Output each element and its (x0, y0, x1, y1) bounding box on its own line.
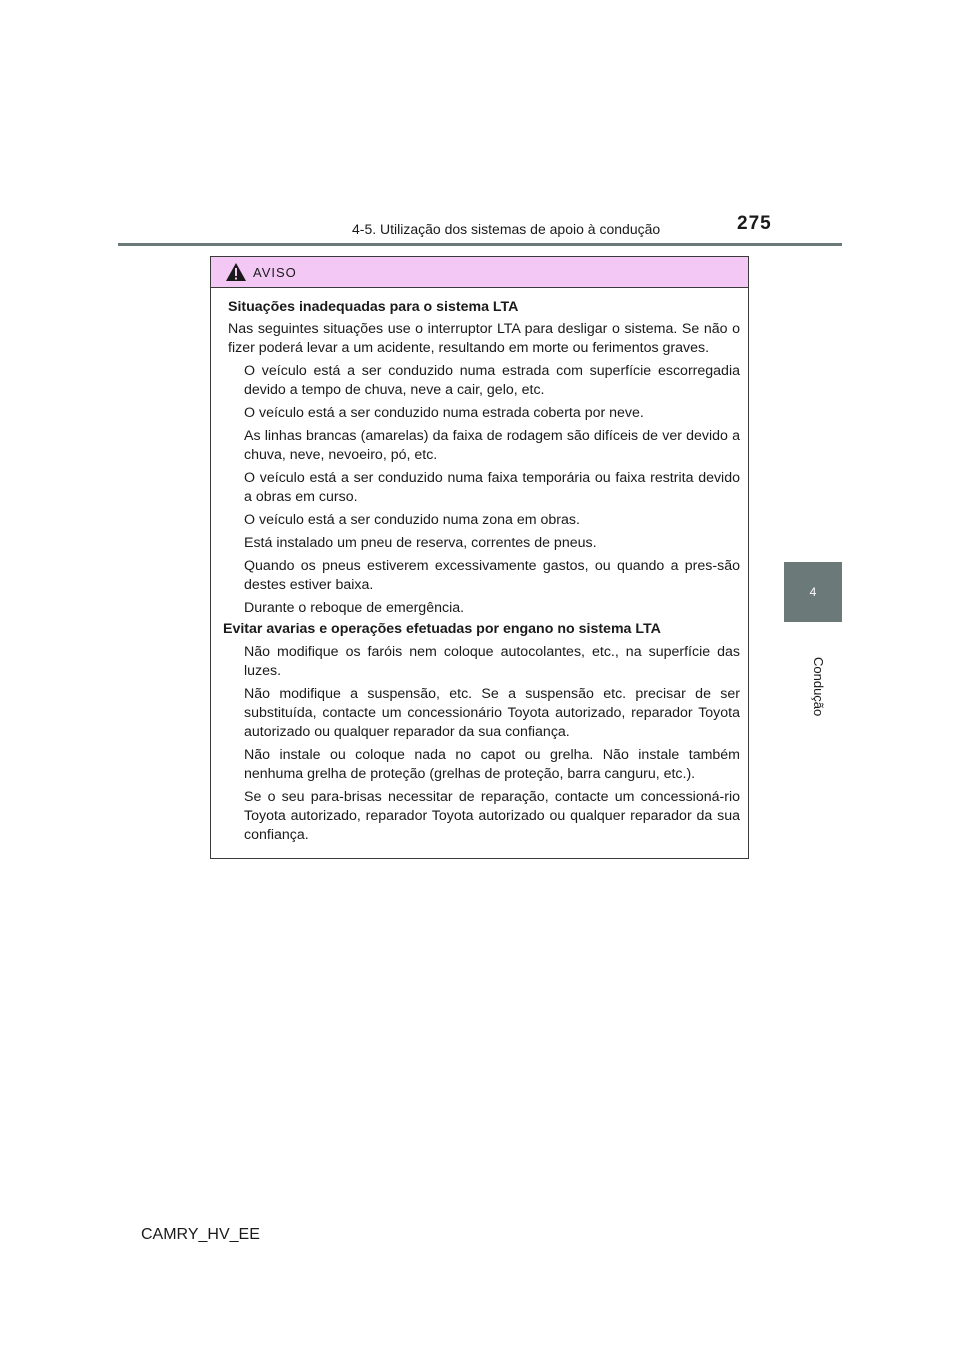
page-number: 275 (737, 213, 772, 234)
list-item: O veículo está a ser conduzido numa faixa temporária ou faixa restrita devido a obras em curso. (244, 470, 740, 505)
list-item: O veículo está a ser conduzido numa zona em obras. (244, 512, 580, 528)
list-item: Se o seu para-brisas necessitar de reparação, contacte um concessioná-rio Toyota autorizado, reparador Toyota autorizado ou qualquer reparador da sua confiança. (244, 789, 740, 843)
list-item: Está instalado um pneu de reserva, correntes de pneus. (244, 535, 597, 551)
section-intro: Nas seguintes situações use o interruptor LTA para desligar o sistema. Se não o fizer poderá levar a um acidente, resultando em morte ou ferimentos graves. (228, 321, 740, 356)
list-item: Não modifique a suspensão, etc. Se a suspensão etc. precisar de ser substituída, contacte um concessionário Toyota autorizado, reparador Toyota autorizado ou qualquer reparador da sua confiança. (244, 686, 740, 740)
header-divider (118, 243, 842, 246)
list-item: Não modifique os faróis nem coloque autocolantes, etc., na superfície das luzes. (244, 644, 740, 679)
warning-header (211, 257, 748, 288)
list-item: Quando os pneus estiverem excessivamente gastos, ou quando a pres-são destes estiver baixa. (244, 558, 740, 593)
list-item: O veículo está a ser conduzido numa estrada coberta por neve. (244, 405, 644, 421)
warning-title: AVISO (253, 264, 297, 280)
warning-box (210, 256, 749, 859)
chapter-tab (784, 562, 842, 622)
warning-triangle-icon (225, 262, 247, 282)
section-header: 4-5. Utilização dos sistemas de apoio à condução (352, 221, 661, 237)
list-item: Não instale ou coloque nada no capot ou grelha. Não instale também nenhuma grelha de proteção (grelhas de proteção, barra canguru, etc.). (244, 747, 740, 782)
chapter-number: 4 (809, 585, 817, 599)
warning-body (211, 288, 748, 845)
chapter-label: Condução (811, 657, 826, 717)
list-item: O veículo está a ser conduzido numa estrada com superfície escorregadia devido a tempo de chuva, neve a cair, gelo, etc. (244, 363, 740, 398)
list-item: As linhas brancas (amarelas) da faixa de rodagem são difíceis de ver devido a chuva, neve, nevoeiro, pó, etc. (244, 428, 740, 463)
section-title: Evitar avarias e operações efetuadas por engano no sistema LTA (223, 621, 661, 637)
section-title: Situações inadequadas para o sistema LTA (228, 299, 519, 315)
model-code: CAMRY_HV_EE (141, 1226, 260, 1243)
list-item: Durante o reboque de emergência. (244, 600, 465, 616)
